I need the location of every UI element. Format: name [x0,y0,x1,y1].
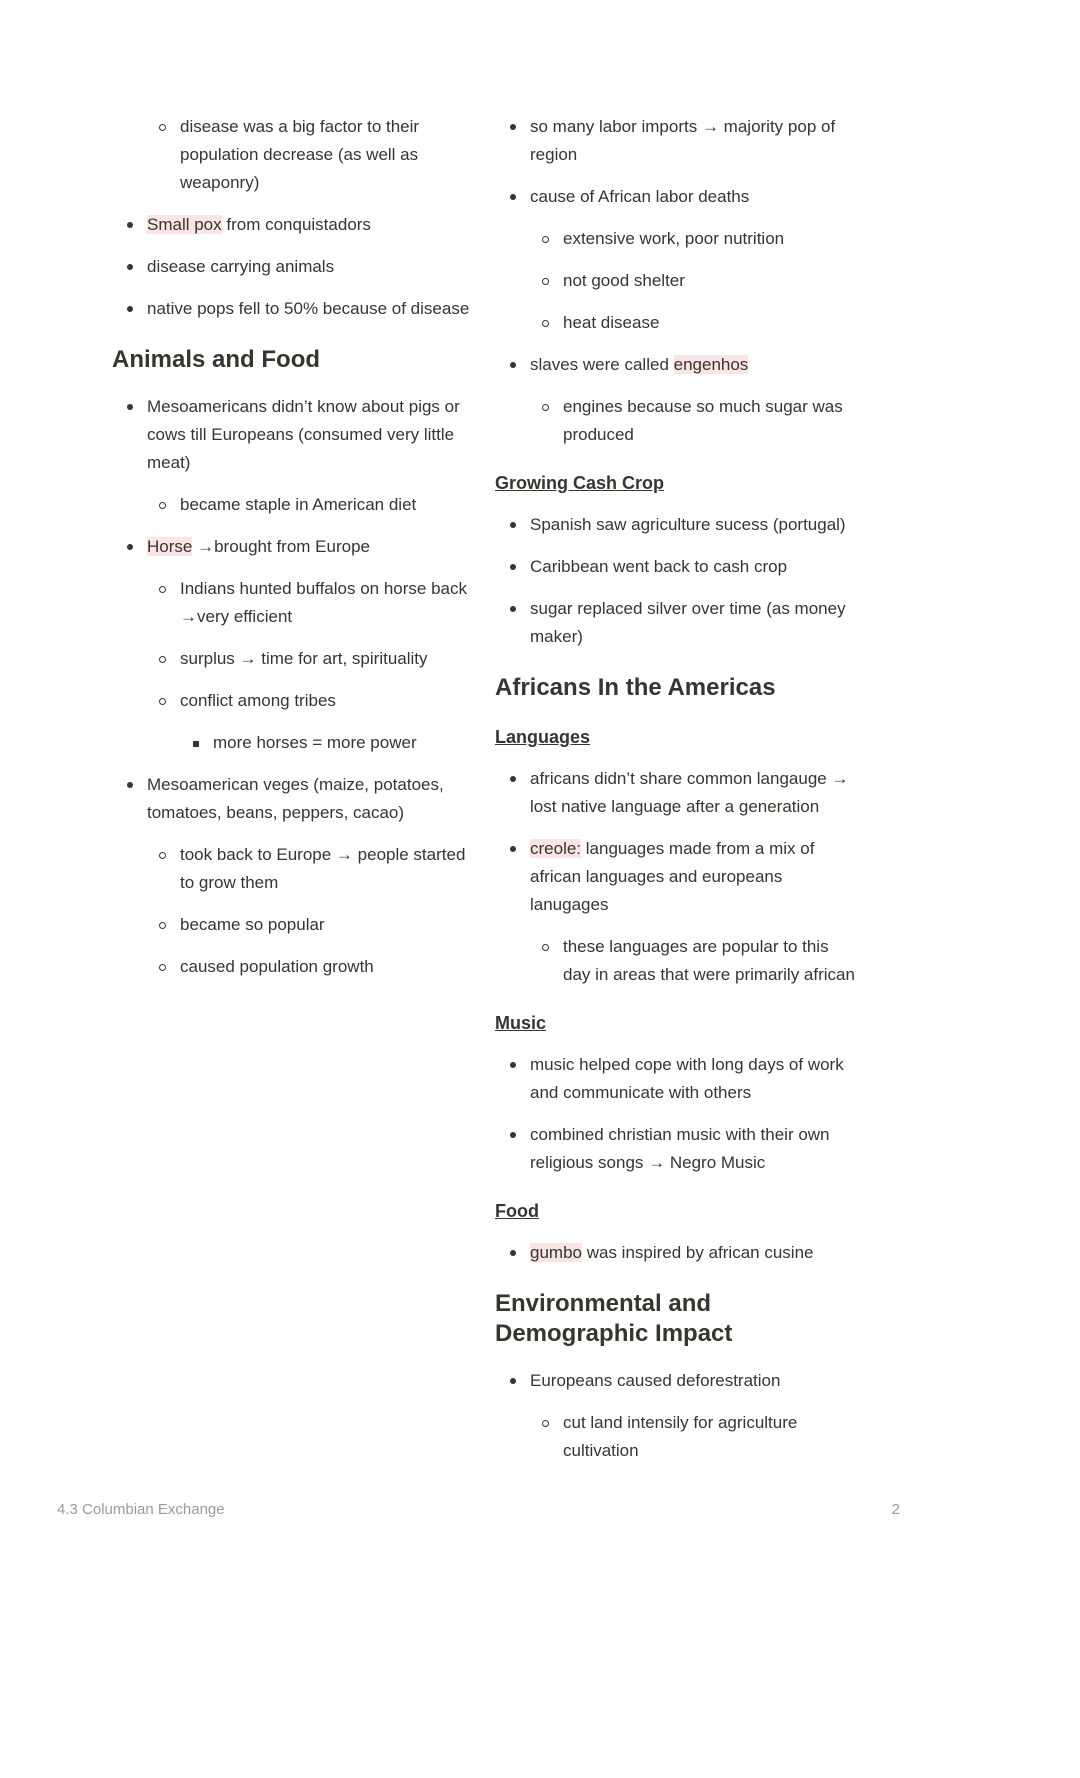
bullet-circle-icon [145,911,180,929]
list-item-text: disease carrying animals [147,257,335,276]
list-item [495,113,858,169]
list-item-text: Caribbean went back to cash crop [530,557,788,576]
list-item [495,351,858,379]
list-item-text: sugar replaced silver over time (as money maker) [530,599,846,646]
notes-content [112,113,858,1479]
list-item [112,771,475,827]
list-item-text: creole: languages made from a mix of african languages and europeans lanugages [530,839,815,914]
list-item-text: cut land intensily for agriculture cultivation [563,1413,798,1460]
list-item-text: these languages are popular to this day in areas that were primarily african [563,937,855,984]
highlighted-term: engenhos [673,355,749,374]
list-item-text: surplus → time for art, spirituality [180,649,428,668]
highlighted-term: creole: [530,839,582,858]
list-item [495,1121,858,1177]
list-item-text: africans didn’t share common langauge → lost native language after a generation [530,769,849,816]
bullet-disc-icon [112,393,147,410]
list-item-text: Horse →brought from Europe [147,537,371,556]
subsection-heading: Music [495,1013,547,1033]
bullet-circle-icon [145,575,180,593]
list-item [145,113,475,197]
list-item-text: became staple in American diet [180,495,417,514]
list-item-text: so many labor imports → majority pop of region [530,117,836,164]
bullet-circle-icon [145,953,180,971]
bullet-disc-icon [495,553,530,570]
bullet-disc-icon [112,771,147,788]
list-item-text: Mesoamericans didn’t know about pigs or cows till Europeans (consumed very little meat) [147,397,460,472]
right-column [495,113,858,1479]
list-item [145,911,475,939]
bullet-disc-icon [495,1051,530,1068]
list-item-text: heat disease [563,313,660,332]
list-item [112,253,475,281]
list-item [495,1239,858,1267]
list-item-text: Mesoamerican veges (maize, potatoes, tomatoes, beans, peppers, cacao) [147,775,444,822]
list-item-text: native pops fell to 50% because of disease [147,299,470,318]
list-item [145,953,475,981]
list-item-text: not good shelter [563,271,685,290]
bullet-disc-icon [495,765,530,782]
list-item-text: extensive work, poor nutrition [563,229,785,248]
list-item [112,295,475,323]
list-item [112,533,475,561]
bullet-disc-icon [495,511,530,528]
list-item-text: engines because so much sugar was produced [563,397,843,444]
list-item-text: Europeans caused deforestration [530,1371,781,1390]
list-item [112,393,475,477]
list-item-text: Small pox from conquistadors [147,215,371,234]
bullet-disc-icon [112,533,147,550]
bullet-disc-icon [495,113,530,130]
bullet-circle-icon [528,393,563,411]
section-heading: Africans In the Americas [495,674,776,701]
list-item-text: caused population growth [180,957,374,976]
list-item [528,933,858,989]
list-item [495,595,858,651]
bullet-circle-icon [528,1409,563,1427]
list-item [495,183,858,211]
footer-document-title: 4.3 Columbian Exchange [57,1501,225,1518]
bullet-square-icon [178,729,213,747]
list-item-text: gumbo was inspired by african cusine [530,1243,814,1262]
list-item [528,225,858,253]
bullet-circle-icon [528,225,563,243]
bullet-disc-icon [495,183,530,200]
bullet-disc-icon [112,295,147,312]
bullet-circle-icon [528,267,563,285]
list-item-text: slaves were called engenhos [530,355,749,374]
bullet-circle-icon [145,491,180,509]
list-item [495,1051,858,1107]
list-item-text: cause of African labor deaths [530,187,750,206]
subsection-heading: Growing Cash Crop [495,473,665,493]
bullet-disc-icon [495,351,530,368]
list-item [145,575,475,631]
bullet-circle-icon [528,309,563,327]
list-item-text: Spanish saw agriculture sucess (portugal) [530,515,846,534]
bullet-disc-icon [495,1121,530,1138]
list-item-text: conflict among tribes [180,691,336,710]
list-item [145,645,475,673]
list-item [495,835,858,919]
list-item [112,211,475,239]
bullet-disc-icon [495,1239,530,1256]
list-item-text: Indians hunted buffalos on horse back →very efficient [180,579,468,626]
list-item [528,393,858,449]
bullet-disc-icon [112,253,147,270]
list-item-text: more horses = more power [213,733,417,752]
list-item [495,553,858,581]
bullet-disc-icon [495,1367,530,1384]
list-item-text: became so popular [180,915,325,934]
bullet-circle-icon [528,933,563,951]
list-item [528,267,858,295]
highlighted-term: gumbo [530,1243,582,1262]
list-item-text: disease was a big factor to their population decrease (as well as weaponry) [180,117,420,192]
list-item-text: music helped cope with long days of work and communicate with others [530,1055,844,1102]
list-item-text: took back to Europe → people started to grow them [180,845,466,892]
section-heading: Environmental and Demographic Impact [495,1290,733,1347]
bullet-circle-icon [145,687,180,705]
list-item [495,765,858,821]
subsection-heading: Food [495,1201,539,1221]
bullet-circle-icon [145,645,180,663]
section-heading: Animals and Food [112,346,321,373]
list-item [178,729,475,757]
left-column [112,113,475,1479]
list-item-text: combined christian music with their own religious songs → Negro Music [530,1125,830,1172]
bullet-disc-icon [112,211,147,228]
highlighted-term: Horse [147,537,193,556]
footer-page-number: 2 [891,1501,900,1518]
list-item [528,309,858,337]
list-item [495,511,858,539]
list-item [145,491,475,519]
list-item [145,841,475,897]
list-item [528,1409,858,1465]
page-footer [57,1500,900,1520]
highlighted-term: Small pox [147,215,222,234]
subsection-heading: Languages [495,727,591,747]
bullet-disc-icon [495,595,530,612]
bullet-disc-icon [495,835,530,852]
bullet-circle-icon [145,113,180,131]
bullet-circle-icon [145,841,180,859]
list-item [495,1367,858,1395]
list-item [145,687,475,715]
